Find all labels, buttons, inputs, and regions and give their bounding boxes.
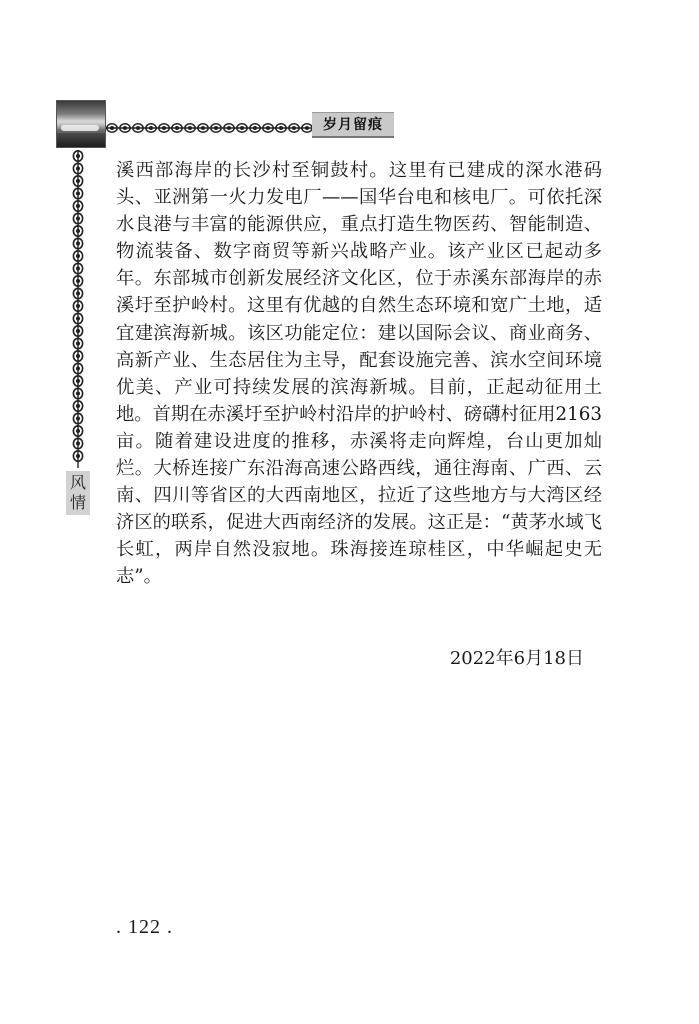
header-ornament-rule — [106, 121, 312, 135]
section-title-tab: 岁月留痕 — [312, 112, 394, 138]
page-number: . 122 . — [116, 916, 173, 938]
article-date: 2022年6月18日 — [449, 648, 584, 669]
side-category-label — [66, 471, 90, 515]
side-ornament-border — [65, 150, 91, 468]
side-label-char-2: 情 — [69, 493, 86, 512]
header-landscape-photo — [56, 100, 106, 148]
body-paragraph: 溪西部海岸的长沙村至铜鼓村。这里有已建成的深水港码头、亚洲第一火力发电厂——国华台电和核电厂。可依托深水良港与丰富的能源供应，重点打造生物医药、智能制造、物流装备、数字商贸等新兴战略产业。该产业区已起动多年。东部城市创新发展经济文化区，位于赤溪东部海岸的赤溪圩至护岭村。这里有优越的自然生态环境和宽广土地，适宜建滨海新城。该区功能定位：建以国际会议、商业商务、高新产业、生态居住为主导，配套设施完善、滨水空间环境优美、产业可持续发展的滨海新城。目前，正起动征用土地。首期在赤溪圩至护岭村沿岸的护岭村、磅礴村征用2163亩。随着建设进度的推移，赤溪将走向辉煌，台山更加灿烂。大桥连接广东沿海高速公路西线，通往海南、广西、云南、四川等省区的大西南地区，拉近了这些地方与大湾区经济区的联系，促进大西南经济的发展。这正是：“黄茅水域飞长虹，两岸自然没寂地。珠海接连琼桂区，中华崛起史无志”。 — [116, 160, 602, 588]
side-label-char-1: 风 — [69, 473, 86, 492]
